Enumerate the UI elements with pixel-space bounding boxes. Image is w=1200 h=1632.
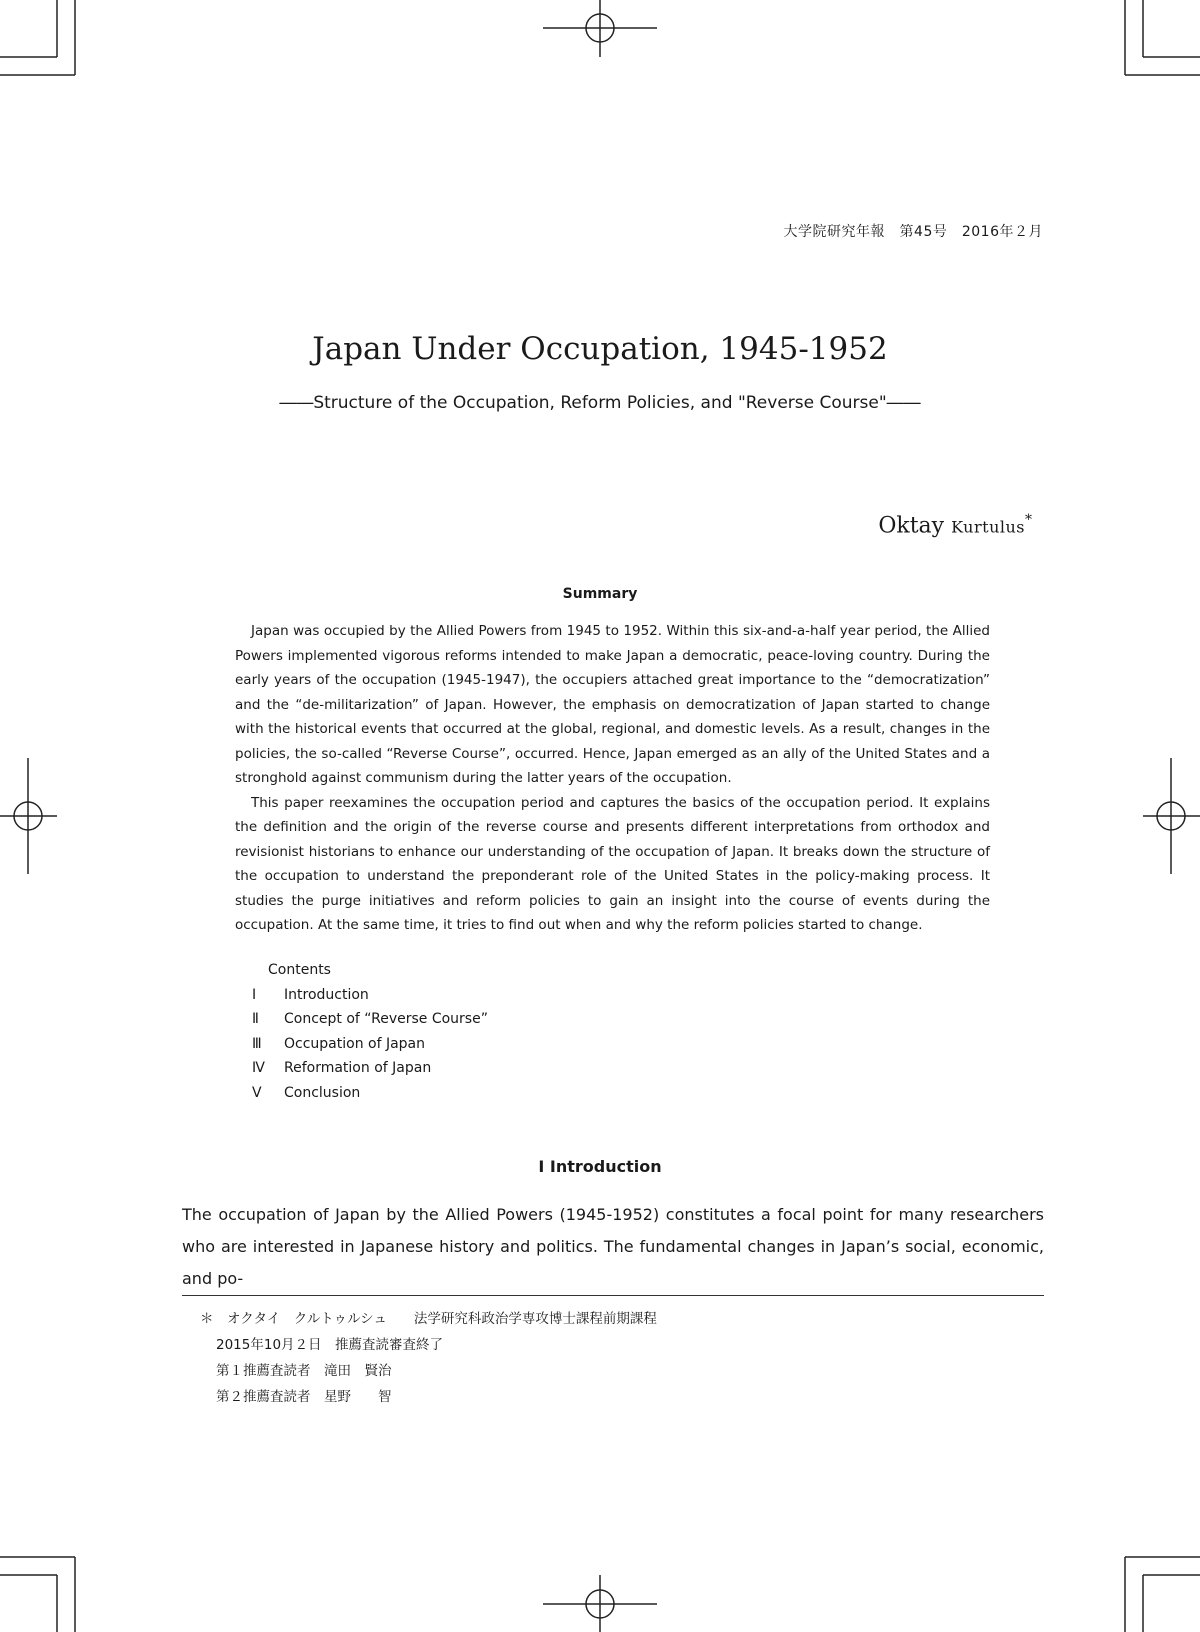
toc-item [252, 1056, 488, 1081]
table-of-contents [252, 958, 488, 1105]
toc-number: Ⅴ [252, 1084, 262, 1101]
paper-title: Japan Under Occupation, 1945-1952 [312, 331, 888, 367]
contents-title: Contents [268, 962, 331, 978]
section-heading: Ⅰ Introduction [538, 1157, 662, 1176]
crop-mark-top-left [0, 0, 75, 75]
registration-mark-right [1143, 758, 1200, 874]
registration-mark-top [543, 0, 657, 57]
footnote-reviewer-1: 第１推薦査読者 滝田 賢治 [216, 1363, 392, 1379]
crop-mark-top-right [1125, 0, 1200, 75]
summary-paragraph: This paper reexamines the occupation period and captures the basics of the occupation period. It explains the definition and the origin of the reverse course and presents different interpretations from orthodox and revisionist historians to enhance our understanding of the occupation of Japan. It breaks down the structure of the occupation to understand the preponderant role of the United States in the policy-making process. It studies the purge initiatives and reform policies to gain an insight into the course of events during the occupation. At the same time, it tries to find out when and why the reform policies started to change. [235, 794, 990, 933]
registration-mark-left [0, 758, 57, 874]
crop-mark-bottom-left [0, 1557, 75, 1632]
footnote-review-date: 2015年10月２日 推薦査読審査終了 [216, 1337, 444, 1353]
toc-number: Ⅲ [252, 1035, 262, 1052]
author-family-name: Kurtulus [951, 517, 1025, 537]
toc-number: Ⅰ [252, 986, 257, 1003]
toc-label: Concept of “Reverse Course” [284, 1011, 488, 1027]
summary-heading: Summary [562, 586, 638, 602]
author-footnote-mark: * [1025, 512, 1032, 528]
paper-subtitle: ――Structure of the Occupation, Reform Policies, and "Reverse Course"―― [279, 393, 921, 413]
summary-paragraph: Japan was occupied by the Allied Powers from 1945 to 1952. Within this six-and-a-half year period, the Allied Powers implemented vigorous reforms intended to make Japan a democratic, peace-loving country. During the early years of the occupation (1945-1947), the occupiers attached great importance to the “democratization” and the “de-militarization” of Japan. However, the emphasis on democratization of Japan started to change with the historical events that occurred at the global, regional, and domestic levels. As a result, changes in the policies, the so-called “Reverse Course”, occurred. Hence, Japan emerged as an ally of the United States and a stronghold against communism during the latter years of the occupation. [235, 623, 990, 786]
toc-item [252, 1007, 488, 1032]
toc-number: Ⅳ [252, 1060, 265, 1076]
toc-item [252, 1032, 488, 1057]
journal-header: 大学院研究年報 第45号 2016年２月 [783, 224, 1043, 240]
toc-number: Ⅱ [252, 1011, 259, 1027]
crop-mark-bottom-right [1125, 1557, 1200, 1632]
footnotes [200, 1306, 657, 1410]
footnote-reviewer-2: 第２推薦査読者 星野 智 [216, 1389, 392, 1405]
registration-mark-bottom [543, 1575, 657, 1632]
toc-label: Occupation of Japan [284, 1035, 426, 1052]
summary-body [235, 619, 990, 938]
author-name [878, 512, 1032, 538]
footnote-divider [182, 1295, 1044, 1296]
toc-label: Introduction [284, 986, 369, 1003]
toc-label: Reformation of Japan [284, 1060, 432, 1076]
section-body-text: The occupation of Japan by the Allied Powers (1945-1952) constitutes a focal point for many researchers who are interested in Japanese history and politics. The fundamental changes in Japan’s social, economic, and po- [182, 1205, 1044, 1288]
footnote-author-affiliation: ＊ オクタイ クルトゥルシュ 法学研究科政治学専攻博士課程前期課程 [200, 1311, 657, 1327]
toc-item [252, 983, 488, 1008]
toc-label: Conclusion [284, 1084, 361, 1101]
toc-item [252, 1081, 488, 1106]
author-given-name: Oktay [878, 513, 952, 539]
